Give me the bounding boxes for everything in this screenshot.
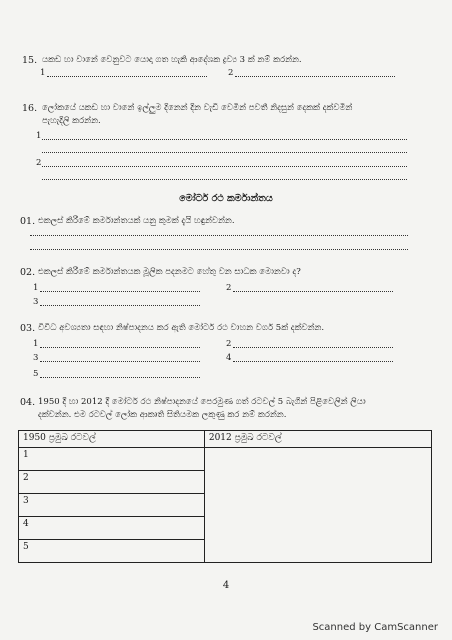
cell-1950[interactable]: 3 <box>19 494 205 517</box>
q03-answer-line-3[interactable] <box>40 361 200 362</box>
col-2012-header: 2012 ප්‍රමුඛ රටවල් <box>204 431 431 448</box>
q03-answer-line-1[interactable] <box>40 347 200 348</box>
q03-text: විවිධ අවශ්‍යතා සඳහා නිෂ්පාදනය කර ඇති මෝටර් රථ වාහන වර්ග 5ක් දක්වන්න. <box>38 323 325 333</box>
q03-answer-line-2[interactable] <box>233 347 393 348</box>
q01-answer-line-1[interactable] <box>30 235 408 236</box>
q03-label-2: 2 <box>226 339 232 349</box>
q15-text: යකඩ හා වානේ වෙනුවට යොදා ගත හැකි ආදේශක ද්‍රව්‍ය 3 ක් නම් කරන්න. <box>42 55 302 65</box>
q16-answer-line-1b[interactable] <box>42 152 407 153</box>
table-header-row <box>19 431 432 448</box>
q03-label-3: 3 <box>33 353 39 363</box>
q02-answer-line-2[interactable] <box>233 291 393 292</box>
table-row <box>19 448 432 471</box>
q16-answer-line-2a[interactable] <box>42 166 407 167</box>
q02-answer-line-1[interactable] <box>40 291 200 292</box>
scanner-watermark: Scanned by CamScanner <box>312 622 438 633</box>
q02-text: එකලස් කිරීමේ කර්මාන්තයක මූලික පදනමට හේතු වන සාධක මොනවා ද? <box>38 267 301 277</box>
q16-label-1: 1 <box>36 131 42 141</box>
section-heading: මෝටර් රථ කර්මාන්තය <box>179 193 273 204</box>
q02-number: 02. <box>20 267 36 278</box>
q16-number: 16. <box>22 103 38 114</box>
q01-number: 01. <box>20 216 36 227</box>
q16-text: ලෝකයේ යකඩ හා වානේ ඉල්ලුම දිනෙන් දින වැඩි වෙමින් පවතී නිදසුන් දෙකක් දක්වමින් <box>42 103 353 113</box>
q03-answer-line-4[interactable] <box>233 361 393 362</box>
q01-text: එකලස් කිරීමේ කර්මාන්තයක් යනු කුමක් දැයි හඳුන්වන්න. <box>38 216 235 226</box>
cell-1950[interactable]: 1 <box>19 448 205 471</box>
q03-answer-line-5[interactable] <box>40 377 200 378</box>
cell-2012-answer-area[interactable] <box>204 448 431 563</box>
cell-1950[interactable]: 2 <box>19 471 205 494</box>
q03-label-1: 1 <box>33 339 39 349</box>
q04-text-line-2: දක්වන්න. එම රටවල් ලෝක ආකෘති සිතියමක ලකුණු කර නම් කරන්න. <box>38 410 287 420</box>
q15-answer-line-2[interactable] <box>235 76 395 77</box>
q03-label-4: 4 <box>226 353 232 363</box>
q15-label-1: 1 <box>40 68 46 78</box>
q03-label-5: 5 <box>33 369 39 379</box>
q16-answer-line-1a[interactable] <box>42 139 407 140</box>
q02-label-2: 2 <box>226 283 232 293</box>
col-1950-header: 1950 ප්‍රමුඛ රටවල් <box>19 431 205 448</box>
countries-table <box>18 430 432 563</box>
page-number: 4 <box>222 580 230 591</box>
q04-text: 1950 දී හා 2012 දී මෝටර් රථ නිෂ්පාදනයේ පෙරමුණ ගත් රටවල් 5 බැගින් පිළිවෙලින් ලියා <box>38 397 366 407</box>
q15-number: 15. <box>22 55 38 66</box>
q01-answer-line-2[interactable] <box>30 249 408 250</box>
q03-number: 03. <box>20 323 36 334</box>
q02-label-1: 1 <box>33 283 39 293</box>
cell-1950[interactable]: 5 <box>19 540 205 563</box>
q02-label-3: 3 <box>33 297 39 307</box>
q16-text-line-2: පැහැදිලි කරන්න. <box>42 116 101 126</box>
q15-answer-line-1[interactable] <box>47 76 207 77</box>
q16-answer-line-2b[interactable] <box>42 179 407 180</box>
q02-answer-line-3[interactable] <box>40 305 200 306</box>
q04-number: 04. <box>20 397 36 408</box>
q15-label-2: 2 <box>228 68 234 78</box>
q16-label-2: 2 <box>36 158 42 168</box>
cell-1950[interactable]: 4 <box>19 517 205 540</box>
